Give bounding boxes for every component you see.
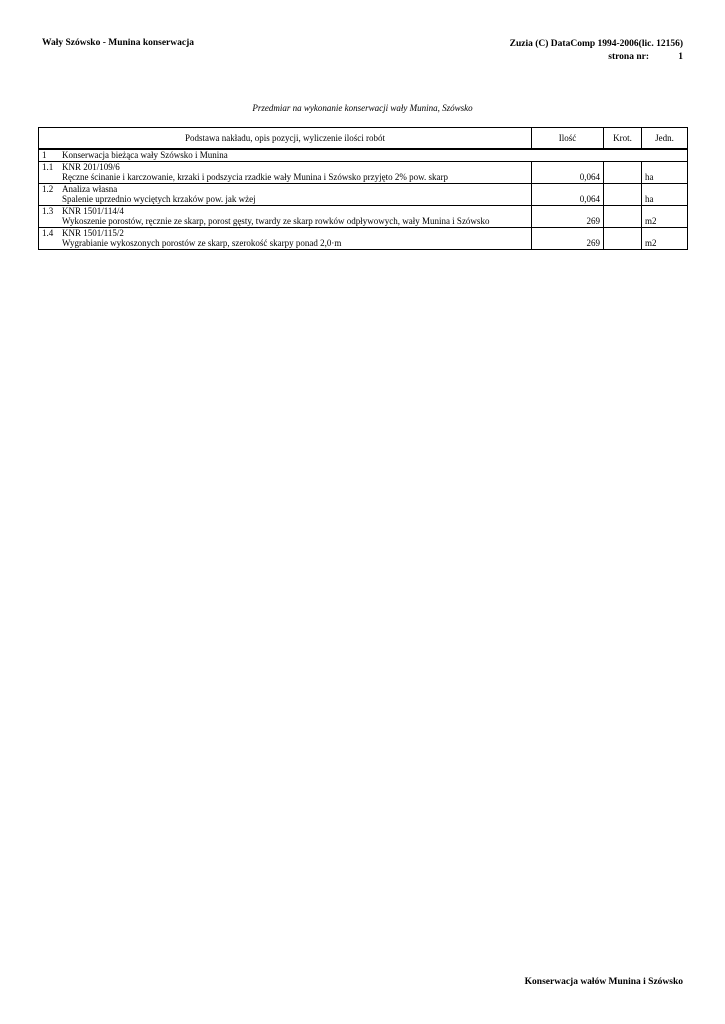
- item-description: Ręczne ścinanie i karczowanie, krzaki i podszycia rzadkie wały Munina i Szówsko przyjęto 2% pow. skarp: [62, 172, 449, 182]
- item-basis: KNR 1501/115/2: [62, 227, 124, 238]
- table-row: [39, 161, 688, 183]
- item-unit: ha: [642, 183, 688, 205]
- page-label: strona nr:: [608, 52, 649, 62]
- item-quantity: 269: [532, 227, 604, 249]
- document-footer: Konserwacja wałów Munina i Szówsko: [524, 977, 683, 987]
- item-description: Wykoszenie porostów, ręcznie ze skarp, porost gęsty, twardy ze skarp rowków odpływowych, wały Munina i Szówsko: [62, 216, 490, 226]
- item-krot: [604, 227, 642, 249]
- page-number: 1: [678, 52, 683, 62]
- software-license-line: Zuzia (C) DataComp 1994-2006(lic. 12156): [509, 39, 683, 49]
- item-description-cell: [39, 161, 532, 183]
- item-description: Wygrabianie wykoszonych porostów ze skarp, szerokość skarpy ponad 2,0·m: [62, 238, 342, 248]
- column-header-description: Podstawa nakładu, opis pozycji, wyliczenie ilości robót: [39, 128, 532, 150]
- document-header-info: [510, 38, 683, 64]
- item-number: 1.3: [42, 205, 54, 216]
- table-row: [39, 227, 688, 249]
- item-description: Spalenie uprzednio wyciętych krzaków pow. jak wżej: [62, 194, 256, 204]
- table-row: [39, 183, 688, 205]
- item-krot: [604, 183, 642, 205]
- column-header-quantity: Ilość: [532, 128, 604, 150]
- item-unit: ha: [642, 161, 688, 183]
- item-description-cell: [39, 183, 532, 205]
- item-description-cell: [39, 227, 532, 249]
- item-quantity: 269: [532, 205, 604, 227]
- item-number: 1.2: [42, 183, 54, 194]
- item-quantity: 0,064: [532, 161, 604, 183]
- section-number: 1: [42, 150, 47, 160]
- cost-estimate-table: [38, 127, 688, 250]
- section-title: Konserwacja bieżąca wały Szówsko i Munina: [62, 150, 228, 160]
- item-description-cell: [39, 205, 532, 227]
- column-header-krot: Krot.: [604, 128, 642, 150]
- document-header-title: Wały Szówsko - Munina konserwacja: [42, 38, 195, 48]
- table-row: [39, 205, 688, 227]
- document-title: Przedmiar na wykonanie konserwacji wały Munina, Szówsko: [252, 103, 473, 113]
- section-row: [39, 149, 688, 161]
- item-basis: Analiza własna: [62, 183, 118, 194]
- item-unit: m2: [642, 205, 688, 227]
- item-number: 1.4: [42, 227, 54, 238]
- item-unit: m2: [642, 227, 688, 249]
- item-quantity: 0,064: [532, 183, 604, 205]
- item-number: 1.1: [42, 161, 54, 172]
- item-basis: KNR 201/109/6: [62, 161, 120, 172]
- item-krot: [604, 161, 642, 183]
- item-basis: KNR 1501/114/4: [62, 205, 124, 216]
- table-header-row: [39, 128, 688, 150]
- page-number-line: [510, 51, 683, 64]
- section-cell: [39, 149, 688, 161]
- item-krot: [604, 205, 642, 227]
- column-header-unit: Jedn.: [642, 128, 688, 150]
